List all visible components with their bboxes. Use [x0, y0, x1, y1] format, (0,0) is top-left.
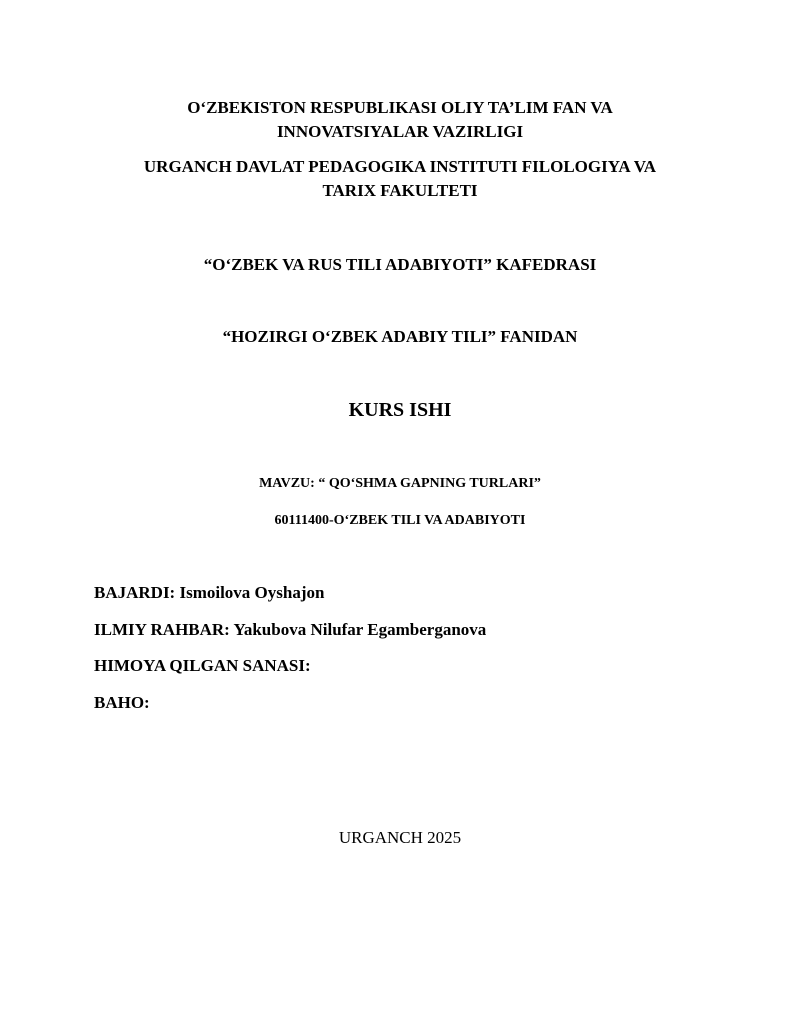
- topic-line: MAVZU: “ QO‘SHMA GAPNING TURLARI”: [259, 476, 541, 491]
- institute-line-2: TARIX FAKULTETI: [322, 181, 478, 200]
- institute-heading: [90, 155, 710, 203]
- department-heading: “O‘ZBEK VA RUS TILI ADABIYOTI” KAFEDRASI: [203, 255, 597, 274]
- subject-heading: “HOZIRGI O‘ZBEK ADABIY TILI” FANIDAN: [222, 327, 578, 346]
- performer-line: BAJARDI: Ismoilova Oyshajon: [94, 583, 325, 602]
- specialty-line: 60111400-O‘ZBEK TILI VA ADABIYOTI: [274, 513, 526, 528]
- ministry-line-1: O‘ZBEKISTON RESPUBLIKASI OLIY TA’LIM FAN VA: [187, 98, 613, 117]
- defense-date-line: HIMOYA QILGAN SANASI:: [94, 656, 311, 675]
- institute-line-1: URGANCH DAVLAT PEDAGOGIKA INSTITUTI FILOLOGIYA VA: [143, 157, 657, 176]
- ministry-line-2: INNOVATSIYALAR VAZIRLIGI: [276, 122, 524, 141]
- document-type-title: KURS ISHI: [348, 399, 452, 421]
- footer-city-year: URGANCH 2025: [338, 828, 462, 847]
- ministry-heading: [90, 96, 710, 144]
- supervisor-line: ILMIY RAHBAR: Yakubova Nilufar Egamberganova: [94, 620, 487, 639]
- grade-line: BAHO:: [94, 693, 150, 712]
